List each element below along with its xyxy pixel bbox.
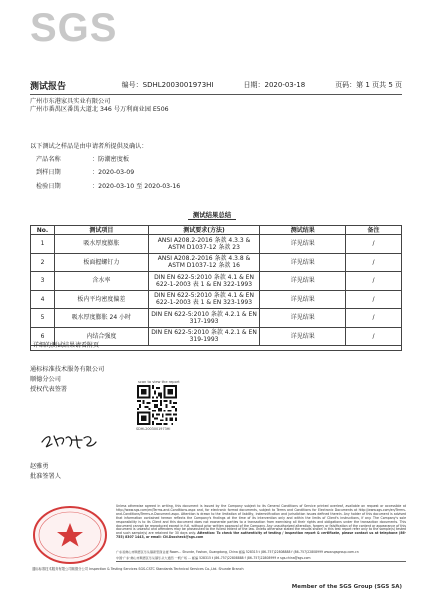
requirement-line: ASTM D1037-12 条款 23 bbox=[168, 243, 240, 251]
results-title: 测试结果总结 bbox=[192, 211, 232, 219]
signature-image bbox=[40, 430, 100, 452]
cell-result: 详见结果 bbox=[260, 272, 346, 291]
cell-requirement bbox=[148, 309, 260, 328]
company-representative: 授权代表签署 bbox=[30, 386, 68, 393]
cell-item: 内结合强度 bbox=[54, 327, 148, 346]
results-table bbox=[30, 225, 402, 346]
cell-no: 4 bbox=[31, 290, 55, 309]
requirement-line: DIN EN 622-5:2010 条款 4.2.1 & EN bbox=[151, 329, 257, 337]
sgs-logo-text: SGS bbox=[30, 6, 118, 50]
report-date: 日期：2020-03-18 bbox=[243, 81, 306, 89]
requirement-line: ASTM D1037-12 条款 16 bbox=[168, 262, 240, 270]
cell-requirement bbox=[148, 253, 260, 272]
requirement-line: 622-1-2003 表 1 & EN 322-1993 bbox=[156, 280, 253, 288]
cell-no: 6 bbox=[31, 327, 55, 346]
cell-requirement bbox=[148, 272, 260, 291]
cell-result: 详见结果 bbox=[260, 290, 346, 309]
column-header: 测试要求(方法) bbox=[148, 226, 260, 235]
cell-no: 5 bbox=[31, 309, 55, 328]
cell-item: 含水率 bbox=[54, 272, 148, 291]
cell-item: 板内平均密度偏差 bbox=[54, 290, 148, 309]
cell-note: / bbox=[346, 235, 402, 254]
client-address: 广州市番禺区番禺大道北 346 号万利商业园 E506 bbox=[30, 106, 169, 113]
cell-no: 2 bbox=[31, 253, 55, 272]
table-row bbox=[31, 272, 402, 291]
requirement-line: ANSI A208.2-2016 条款 4.3.3 & bbox=[157, 236, 251, 244]
results-footnote: 详细的测试结果请看附页 bbox=[30, 341, 402, 351]
cell-note: / bbox=[346, 253, 402, 272]
sample-info-row bbox=[36, 181, 180, 190]
qr-caption: scan to view the report bbox=[138, 380, 180, 384]
qr-code-icon[interactable] bbox=[137, 385, 177, 425]
fine-print-body: Unless otherwise agreed in writing, this document is issued by the Company subject to its General Conditions of Service printed overleaf, available on request or accessible at http://www.sgs.com/en/Terms-and-Conditions.aspx and, for electronic format documents, subject to Terms and Conditions for Electronic Documents at http://www.sgs.com/en/Terms-and-Conditions/Terms-e-Document.aspx. Attention is drawn to the limitation of liability, indemnification and jurisdiction issues defined therein. Any holder of this document is advised that information contained hereon reflects the Company's findings at the time of its intervention only and within the limits of Client's instructions, if any. The Company's sole responsibility is to its Client and this document does not exonerate parties to a transaction from exercising all their rights and obligations under the transaction documents. This document cannot be reproduced except in full, without prior written approval of the Company. Any unauthorized alteration, forgery or falsification of the content or appearance of this document is unlawful and offenders may be prosecuted to the fullest extent of the law. Unless otherwise stated the results shown in this test report refer only to the sample(s) tested and such sample(s) are retained for 30 days only. bbox=[116, 504, 406, 536]
cell-result: 详见结果 bbox=[260, 309, 346, 328]
company-branch: 顺德分公司 bbox=[30, 376, 61, 383]
approver-role: 批准签署人 bbox=[30, 473, 61, 480]
table-row bbox=[31, 309, 402, 328]
sample-info-label: 到样日期 bbox=[36, 169, 61, 176]
intro-text: 以下测试之样品是由申请者所提供及确认： bbox=[30, 143, 148, 150]
sample-info-row bbox=[36, 154, 129, 163]
page-number: 页码：第 1 页共 5 页 bbox=[335, 81, 402, 89]
column-header: 备注 bbox=[346, 226, 402, 235]
table-header-row bbox=[31, 226, 402, 235]
requirement-line: DIN EN 622-5:2010 条款 4.1 & EN bbox=[154, 273, 254, 281]
company-block bbox=[30, 365, 104, 395]
sample-info-label: 检验日期 bbox=[36, 183, 61, 190]
sample-info-value: ：2020-03-10 至 2020-03-16 bbox=[92, 183, 181, 190]
cell-no: 3 bbox=[31, 272, 55, 291]
approver-name: 赵雅勇 bbox=[30, 463, 49, 470]
column-header: 测试项目 bbox=[54, 226, 148, 235]
office-address-line: 中国·广东·佛山市顺德区乐从镇乐从大道西 一帆广场 ... 邮编 528315 t (86–757)22808888 f (86–757)22808999 e sgs.china@sgs.com bbox=[116, 556, 311, 560]
cell-item: 板面握螺钉力 bbox=[54, 253, 148, 272]
cell-item: 吸水厚度膨胀 bbox=[54, 235, 148, 254]
client-name: 广州市东港家具实业有限公司 bbox=[30, 98, 111, 105]
cell-note: / bbox=[346, 272, 402, 291]
table-row bbox=[31, 290, 402, 309]
fine-print-attention: Attention: To check the authenticity of testing / inspection report & certificate, please contact us at telephone (86-755) 8307 1443, or email: CN.Doccheck@sgs.com bbox=[116, 531, 407, 540]
seal-caption: 通标标准技术服务有限公司顺德分公司 Inspection & Testing Services SGS-CSTC Standards Technical Services Co.,Ltd. Shunde Branch bbox=[32, 567, 244, 571]
cell-requirement bbox=[148, 235, 260, 254]
report-title: 测试报告 bbox=[30, 81, 67, 92]
sgs-logo bbox=[30, 8, 122, 48]
results-title-underline bbox=[188, 219, 236, 220]
fine-print bbox=[116, 505, 406, 540]
requirement-line: 622-1-2003 表 1 & EN 323-1993 bbox=[156, 299, 253, 307]
approver-block bbox=[30, 462, 61, 482]
sample-info-value: ：防潮密度板 bbox=[92, 156, 130, 163]
cell-result: 详见结果 bbox=[260, 235, 346, 254]
sample-info-value: ：2020-03-09 bbox=[92, 169, 135, 176]
sample-info-row bbox=[36, 167, 134, 176]
cell-requirement bbox=[148, 290, 260, 309]
requirement-line: DIN EN 622-5:2010 条款 4.1 & EN bbox=[154, 292, 254, 300]
cell-note: / bbox=[346, 309, 402, 328]
header-divider bbox=[30, 94, 402, 95]
column-header: 测试结果 bbox=[260, 226, 346, 235]
table-row bbox=[31, 253, 402, 272]
requirement-line: 319-1993 bbox=[189, 336, 219, 344]
cell-result: 详见结果 bbox=[260, 253, 346, 272]
column-header: No. bbox=[31, 226, 55, 235]
requirement-line: DIN EN 622-5:2010 条款 4.2.1 & EN bbox=[151, 310, 257, 318]
requirement-line: 317-1993 bbox=[189, 317, 219, 325]
footer-divider bbox=[116, 561, 406, 562]
office-address-line: 广东省佛山市顺德区乐从镇新型商业楼 Room... Shunde, Foshan, Guangdong, China 邮编 528315 t (86–757)22808888 f (86–757)22808999 www.sgsgroup.com.cn bbox=[116, 550, 359, 554]
cell-note: / bbox=[346, 290, 402, 309]
report-number: 编号：SDHL2003001973HI bbox=[121, 81, 214, 89]
report-header bbox=[30, 78, 402, 92]
cell-item: 吸水厚度膨胀 24 小时 bbox=[54, 309, 148, 328]
company-name: 通标标准技术服务有限公司 bbox=[30, 366, 105, 373]
cell-result: 详见结果 bbox=[260, 327, 346, 346]
sample-info-label: 产品名称 bbox=[36, 156, 61, 163]
cell-no: 1 bbox=[31, 235, 55, 254]
seal-stamp-icon bbox=[30, 504, 110, 566]
cell-note: / bbox=[346, 327, 402, 346]
table-row bbox=[31, 235, 402, 254]
member-label: Member of the SGS Group (SGS SA) bbox=[291, 584, 402, 590]
requirement-line: ANSI A208.2-2016 条款 4.3.8 & bbox=[157, 255, 251, 263]
qr-report-id: SDHL2003001973HI bbox=[136, 427, 171, 431]
